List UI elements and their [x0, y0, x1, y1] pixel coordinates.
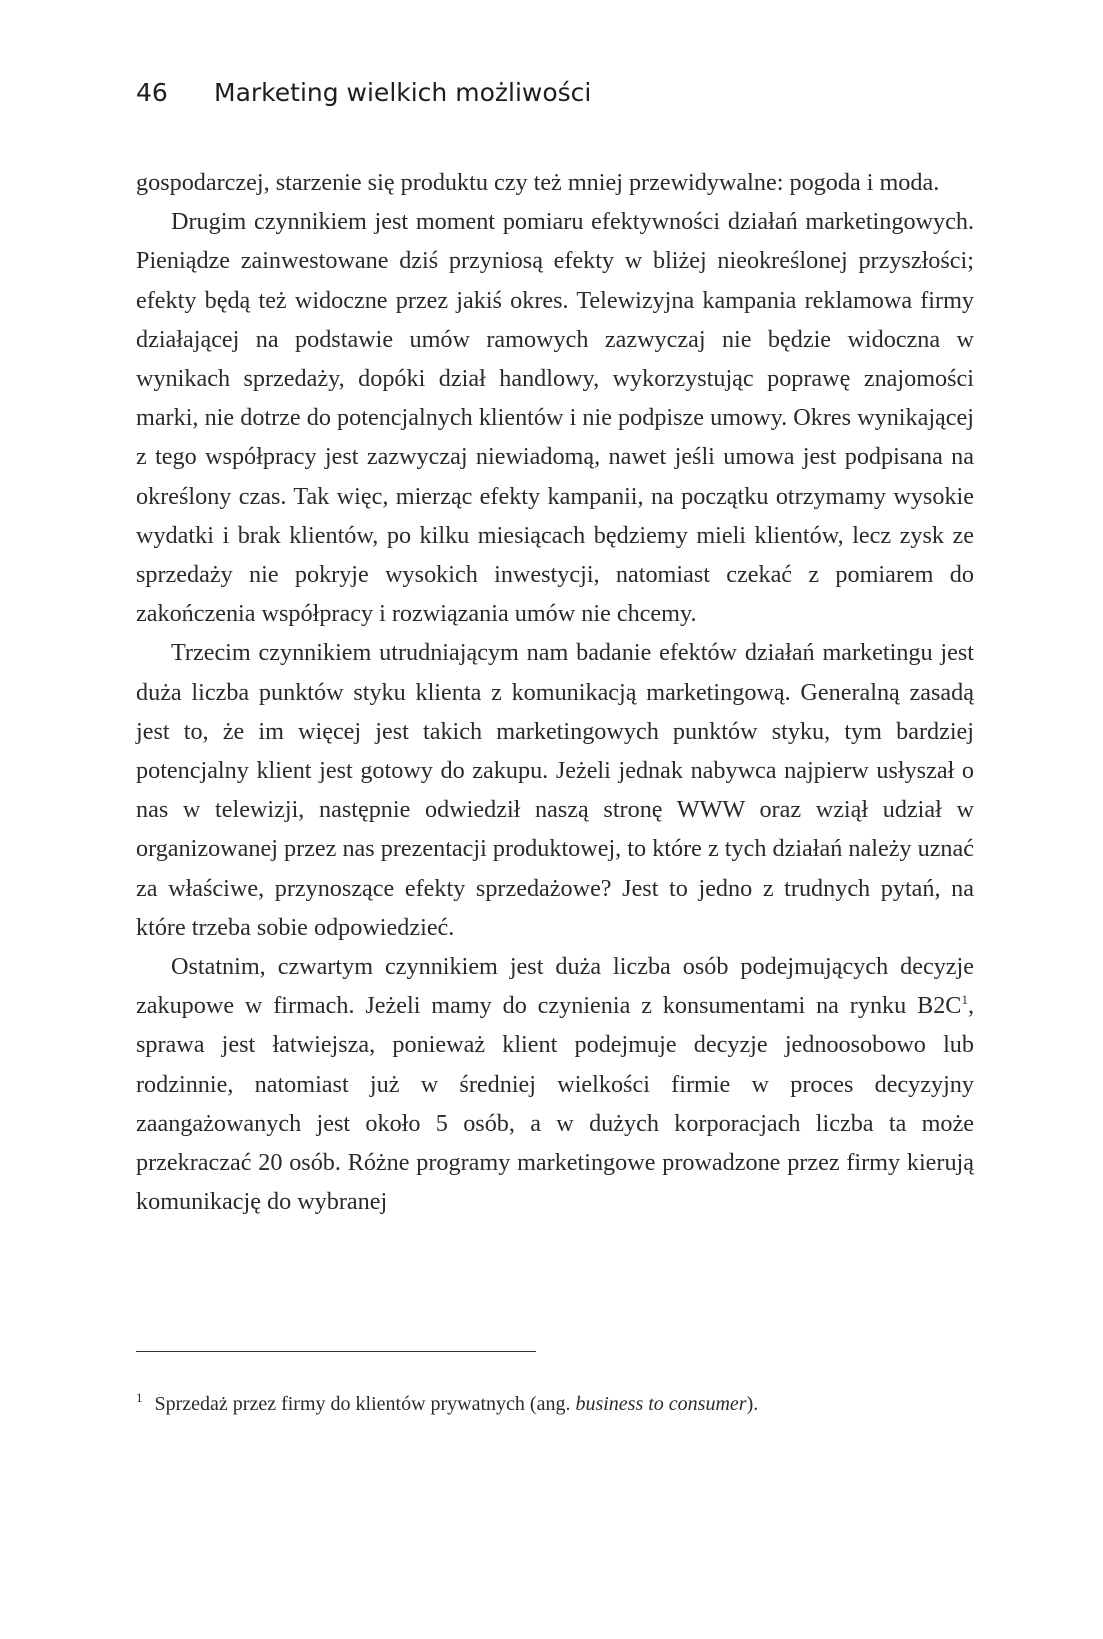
footnote-text-end: ).: [746, 1393, 759, 1415]
paragraph-text-before-note: Ostatnim, czwartym czynnikiem jest duża liczba osób podejmujących decyzje zakupowe w firmach. Jeżeli mamy do czynienia z konsumentami na rynku B2C: [136, 953, 974, 1020]
paragraph-text-after-note: , sprawa jest łatwiejsza, ponieważ klient podejmuje decyzje jednoosobowo lub rodzinnie, natomiast już w średniej wielkości firmie w proces decyzyjny zaangażowanych jest około 5 osób, a w dużych korporacjach liczba ta może przekraczać 20 osób. Różne programy marketingowe prowadzone przez firmy kierują komunikację do wybranej: [136, 992, 974, 1216]
footnote: [136, 1391, 974, 1417]
running-header: [136, 78, 591, 107]
paragraph-fourth-factor: [136, 947, 974, 1221]
paragraph-second-factor: Drugim czynnikiem jest moment pomiaru efektywności działań marketingowych. Pieniądze zainwestowane dziś przyniosą efekty w bliżej nieokreślonej przyszłości; efekty będą też widoczne przez jakiś okres. Telewizyjna kampania reklamowa firmy działającej na podstawie umów ramowych zazwyczaj nie będzie widoczna w wynikach sprzedaży, dopóki dział handlowy, wykorzystując poprawę znajomości marki, nie dotrze do potencjalnych klientów i nie podpisze umowy. Okres wynikającej z tego współpracy jest zazwyczaj niewiadomą, nawet jeśli umowa jest podpisana na określony czas. Tak więc, mierząc efekty kampanii, na początku otrzymamy wysokie wydatki i brak klientów, po kilku miesiącach będziemy mieli klientów, lecz zysk ze sprzedaży nie pokryje wysokich inwestycji, natomiast czekać z pomiarem do zakończenia współpracy i rozwiązania umów nie chcemy.: [136, 208, 974, 628]
footnote-italic-term: business to consumer: [575, 1393, 747, 1415]
footnote-text: Sprzedaż przez firmy do klientów prywatnych (ang.: [154, 1393, 576, 1415]
book-page: [136, 0, 974, 1639]
footnote-reference: 1: [961, 992, 968, 1008]
page-number: 46: [136, 78, 168, 107]
paragraph-third-factor: Trzecim czynnikiem utrudniającym nam badanie efektów działań marketingu jest duża liczba punktów styku klienta z komunikacją marketingową. Generalną zasadą jest to, że im więcej jest takich marketingowych punktów styku, tym bardziej potencjalny klient jest gotowy do zakupu. Jeżeli jednak nabywca najpierw usłyszał o nas w telewizji, następnie odwiedził naszą stronę WWW oraz wziął udział w organizowanej przez nas prezentacji produktowej, to które z tych działań należy uznać za właściwe, przynoszące efekty sprzedażowe? Jest to jedno z trudnych pytań, na które trzeba sobie odpowiedzieć.: [136, 639, 974, 941]
footnote-number: 1: [136, 1390, 143, 1405]
book-title: Marketing wielkich możliwości: [214, 78, 592, 107]
footnote-divider: [136, 1351, 536, 1352]
paragraph-continued: gospodarczej, starzenie się produktu czy też mniej przewidywalne: pogoda i moda.: [136, 169, 940, 196]
body-text: [136, 163, 974, 1221]
